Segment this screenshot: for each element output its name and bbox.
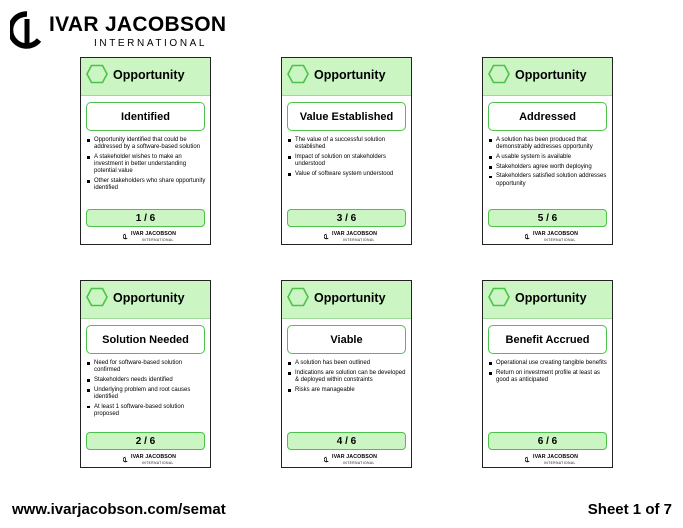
card-header <box>483 281 612 319</box>
opportunity-icon <box>487 286 511 308</box>
ij-logo-icon <box>525 455 530 464</box>
state-name: Value Established <box>287 102 406 131</box>
state-number: 2 / 6 <box>86 432 205 450</box>
card-title: Opportunity <box>314 291 386 305</box>
checklist-item: Indications are solution can be developed & deployed within constraints <box>287 370 408 384</box>
card-header <box>483 58 612 96</box>
card-logo <box>123 231 183 243</box>
checklist-item: At least 1 software-based solution proposed <box>86 404 207 418</box>
card-header <box>282 281 411 319</box>
checklist <box>488 360 609 387</box>
card-header <box>282 58 411 96</box>
checklist-item: A solution has been outlined <box>287 360 408 367</box>
card-logo-subtitle: INTERNATIONAL <box>142 460 174 465</box>
card-logo-subtitle: INTERNATIONAL <box>142 237 174 242</box>
card-title: Opportunity <box>113 68 185 82</box>
ij-logo-icon <box>10 10 44 50</box>
alpha-state-card <box>281 280 412 468</box>
alpha-state-card <box>80 280 211 468</box>
alpha-state-card <box>482 280 613 468</box>
alpha-state-card <box>281 57 412 245</box>
card-logo-name: IVAR JACOBSON <box>332 231 378 237</box>
state-number: 6 / 6 <box>488 432 607 450</box>
card-header <box>81 281 210 319</box>
card-logo <box>525 231 585 243</box>
ij-logo-icon <box>324 232 329 241</box>
card-logo <box>324 231 384 243</box>
checklist-item: Underlying problem and root causes identified <box>86 387 207 401</box>
card-logo-subtitle: INTERNATIONAL <box>343 460 375 465</box>
checklist-item: Other stakeholders who share opportunity identified <box>86 178 207 192</box>
opportunity-icon <box>286 286 310 308</box>
opportunity-icon <box>487 63 511 85</box>
checklist-item: Stakeholders needs identified <box>86 377 207 384</box>
state-name: Identified <box>86 102 205 131</box>
card-title: Opportunity <box>113 291 185 305</box>
checklist-item: Risks are manageable <box>287 387 408 394</box>
sheet-indicator: Sheet 1 of 7 <box>587 501 672 518</box>
state-number: 4 / 6 <box>287 432 406 450</box>
card-header <box>81 58 210 96</box>
card-logo <box>525 454 585 466</box>
card-title: Opportunity <box>515 291 587 305</box>
ij-logo-icon <box>324 455 329 464</box>
card-logo-name: IVAR JACOBSON <box>131 231 177 237</box>
checklist <box>287 360 408 396</box>
checklist-item: Stakeholders satisfied solution addresses opportunity <box>488 173 609 187</box>
card-logo-name: IVAR JACOBSON <box>332 454 378 460</box>
checklist-item: Return on investment profile at least as good as anticipated <box>488 370 609 384</box>
checklist-item: Value of software system understood <box>287 171 408 178</box>
card-logo-name: IVAR JACOBSON <box>533 231 579 237</box>
ij-logo-icon <box>123 232 128 241</box>
checklist-item: Impact of solution on stakeholders understood <box>287 154 408 168</box>
checklist-item: Opportunity identified that could be addressed by a software-based solution <box>86 137 207 151</box>
card-title: Opportunity <box>314 68 386 82</box>
checklist <box>86 360 207 420</box>
state-number: 3 / 6 <box>287 209 406 227</box>
footer-url: www.ivarjacobson.com/semat <box>12 501 226 518</box>
card-logo-name: IVAR JACOBSON <box>533 454 579 460</box>
checklist-item: Stakeholders agree worth deploying <box>488 164 609 171</box>
card-logo-subtitle: INTERNATIONAL <box>544 237 576 242</box>
checklist-item: Operational use creating tangible benefits <box>488 360 609 367</box>
alpha-state-card <box>482 57 613 245</box>
logo-name: IVAR JACOBSON <box>49 13 227 36</box>
state-name: Solution Needed <box>86 325 205 354</box>
logo-subtitle: INTERNATIONAL <box>94 38 208 49</box>
state-number: 5 / 6 <box>488 209 607 227</box>
checklist <box>488 137 609 190</box>
state-name: Addressed <box>488 102 607 131</box>
card-title: Opportunity <box>515 68 587 82</box>
state-name: Viable <box>287 325 406 354</box>
card-logo-subtitle: INTERNATIONAL <box>343 237 375 242</box>
ij-logo-icon <box>123 455 128 464</box>
checklist-item: A stakeholder wishes to make an investment in better understanding potential value <box>86 154 207 176</box>
checklist-item: A solution has been produced that demonstrably addresses opportunity <box>488 137 609 151</box>
opportunity-icon <box>286 63 310 85</box>
card-logo <box>123 454 183 466</box>
checklist-item: A usable system is available <box>488 154 609 161</box>
state-number: 1 / 6 <box>86 209 205 227</box>
opportunity-icon <box>85 286 109 308</box>
checklist-item: The value of a successful solution established <box>287 137 408 151</box>
alpha-state-card <box>80 57 211 245</box>
opportunity-icon <box>85 63 109 85</box>
checklist <box>86 137 207 195</box>
card-logo-name: IVAR JACOBSON <box>131 454 177 460</box>
card-logo <box>324 454 384 466</box>
checklist-item: Need for software-based solution confirmed <box>86 360 207 374</box>
checklist <box>287 137 408 181</box>
ij-logo-icon <box>525 232 530 241</box>
state-name: Benefit Accrued <box>488 325 607 354</box>
card-logo-subtitle: INTERNATIONAL <box>544 460 576 465</box>
